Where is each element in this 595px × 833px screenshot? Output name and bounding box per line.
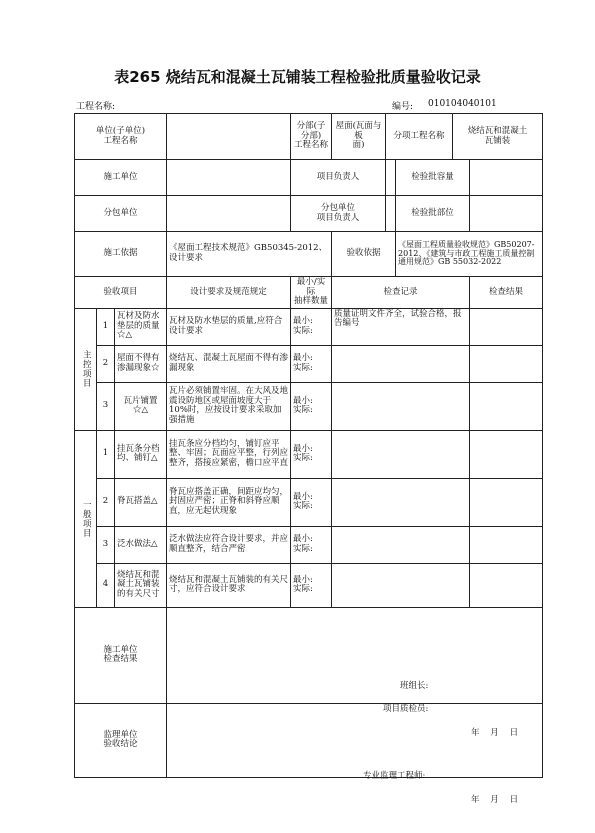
general-item-result[interactable] — [470, 563, 543, 607]
header-sample: 最小/实际 抽样数量 — [291, 277, 332, 309]
supervision-date: 年 月 日 — [471, 795, 519, 806]
main-item-name: 屋面不得有渗漏现象☆ — [115, 345, 167, 382]
batch-location-value[interactable] — [470, 196, 543, 232]
general-item-record[interactable] — [332, 563, 470, 607]
subitem-label: 分项工程名称 — [386, 114, 453, 160]
supervision-area[interactable] — [167, 703, 543, 806]
general-item-requirement: 泛水做法应符合设计要求，并应顺直整齐，结合严密 — [167, 526, 291, 563]
subcontractor-label: 分包单位 — [75, 196, 167, 232]
general-item-name: 挂瓦条分档均、铺钉△ — [115, 430, 167, 478]
header-requirement: 设计要求及规范规定 — [167, 277, 291, 309]
main-item-requirement: 瓦片必须铺置牢固。在大风及地震设防地区或屋面坡度大于10%时，应按设计要求采取加强措施 — [167, 382, 291, 430]
contractor-value[interactable] — [167, 160, 291, 196]
general-item-result[interactable] — [470, 430, 543, 478]
main-item-result[interactable] — [470, 345, 543, 382]
general-item-requirement: 脊瓦应搭盖正确，间距应均匀，封固应严密；正脊和斜脊应顺直，应无起伏现象 — [167, 478, 291, 526]
general-item-record[interactable] — [332, 430, 470, 478]
acceptance-basis-value: 《屋面工程质量验收规范》GB50207-2012、《建筑与市政工程施工质量控制通用规范》GB 55032-2022 — [396, 232, 543, 277]
sub-pm-label: 分包单位 项目负责人 — [291, 196, 386, 232]
main-item-name: 瓦片铺置☆△ — [115, 382, 167, 430]
quality-inspector-label: 项目质检员: — [383, 704, 429, 715]
sample-cell[interactable]: 最小: 实际: — [291, 382, 332, 430]
contractor-label: 施工单位 — [75, 160, 167, 196]
main-group-label: 主控项目 — [75, 308, 97, 430]
general-item-requirement: 挂瓦条应分档均匀，铺钉应平整、牢固；瓦面应平整，行列应整齐，搭接应紧密，檐口应平直 — [167, 430, 291, 478]
main-item-record[interactable]: 质量证明文件齐全，试验合格，报告编号 — [332, 308, 470, 345]
main-item-requirement: 烧结瓦、混凝土瓦屋面不得有渗漏现象 — [167, 345, 291, 382]
batch-capacity-label: 检验批容量 — [396, 160, 470, 196]
subcontractor-value[interactable] — [167, 196, 291, 232]
subdiv-value: 屋面(瓦面与板 面) — [332, 114, 386, 160]
serial-value: 010104040101 — [428, 99, 497, 109]
subitem-value: 烧结瓦和混凝土 瓦铺装 — [453, 114, 543, 160]
main-item-no: 3 — [97, 382, 115, 430]
main-item-no: 1 — [97, 308, 115, 345]
construction-check-area[interactable] — [167, 607, 543, 739]
main-item-result[interactable] — [470, 382, 543, 430]
page-title: 表265 烧结瓦和混凝土瓦铺装工程检验批质量验收记录 — [114, 68, 481, 86]
general-item-name: 烧结瓦和混凝土瓦铺装的有关尺寸 — [115, 563, 167, 607]
inspection-record-table — [74, 113, 543, 806]
sample-cell[interactable]: 最小: 实际: — [291, 478, 332, 526]
basis-value: 《屋面工程技术规范》GB50345-2012、设计要求 — [167, 232, 332, 277]
main-item-result[interactable] — [470, 308, 543, 345]
header-record: 检查记录 — [332, 277, 470, 309]
project-name-label: 工程名称: — [76, 102, 116, 112]
pm-value[interactable] — [386, 160, 396, 196]
general-item-name: 泛水做法△ — [115, 526, 167, 563]
general-item-requirement: 烧结瓦和混凝土瓦铺装的有关尺寸，应符合设计要求 — [167, 563, 291, 607]
pm-label: 项目负责人 — [291, 160, 386, 196]
general-item-result[interactable] — [470, 478, 543, 526]
main-item-record[interactable] — [332, 382, 470, 430]
general-item-no: 4 — [97, 563, 115, 607]
check-date: 年 月 日 — [471, 728, 519, 739]
general-item-record[interactable] — [332, 478, 470, 526]
general-item-no: 2 — [97, 478, 115, 526]
serial-label: 编号: — [392, 102, 414, 112]
supervision-engineer-label: 专业监理工程师: — [363, 771, 426, 782]
general-item-no: 1 — [97, 430, 115, 478]
main-item-record[interactable] — [332, 345, 470, 382]
supervision-label: 监理单位 验收结论 — [75, 703, 167, 777]
batch-capacity-value[interactable] — [470, 160, 543, 196]
general-item-record[interactable] — [332, 526, 470, 563]
header-result: 检查结果 — [470, 277, 543, 309]
acceptance-basis-label: 验收依据 — [332, 232, 396, 277]
general-item-name: 脊瓦搭盖△ — [115, 478, 167, 526]
main-item-name: 瓦材及防水垫层的质量☆△ — [115, 308, 167, 345]
general-item-no: 3 — [97, 526, 115, 563]
basis-label: 施工依据 — [75, 232, 167, 277]
general-item-result[interactable] — [470, 526, 543, 563]
sample-cell[interactable]: 最小: 实际: — [291, 308, 332, 345]
main-item-no: 2 — [97, 345, 115, 382]
sample-cell[interactable]: 最小: 实际: — [291, 563, 332, 607]
sub-pm-value[interactable] — [386, 196, 396, 232]
general-group-label: 一般项目 — [75, 430, 97, 607]
subdiv-label: 分部(子分部) 工程名称 — [291, 114, 332, 160]
main-item-requirement: 瓦材及防水垫层的质量,应符合设计要求 — [167, 308, 291, 345]
unit-name-label: 单位(子单位) 工程名称 — [75, 114, 167, 160]
sample-cell[interactable]: 最小: 实际: — [291, 430, 332, 478]
sample-cell[interactable]: 最小: 实际: — [291, 526, 332, 563]
construction-check-label: 施工单位 检查结果 — [75, 607, 167, 703]
batch-location-label: 检验批部位 — [396, 196, 470, 232]
team-leader-label: 班组长: — [400, 681, 429, 692]
header-item: 验收项目 — [75, 277, 167, 309]
sample-cell[interactable]: 最小: 实际: — [291, 345, 332, 382]
unit-name-value[interactable] — [167, 114, 291, 160]
